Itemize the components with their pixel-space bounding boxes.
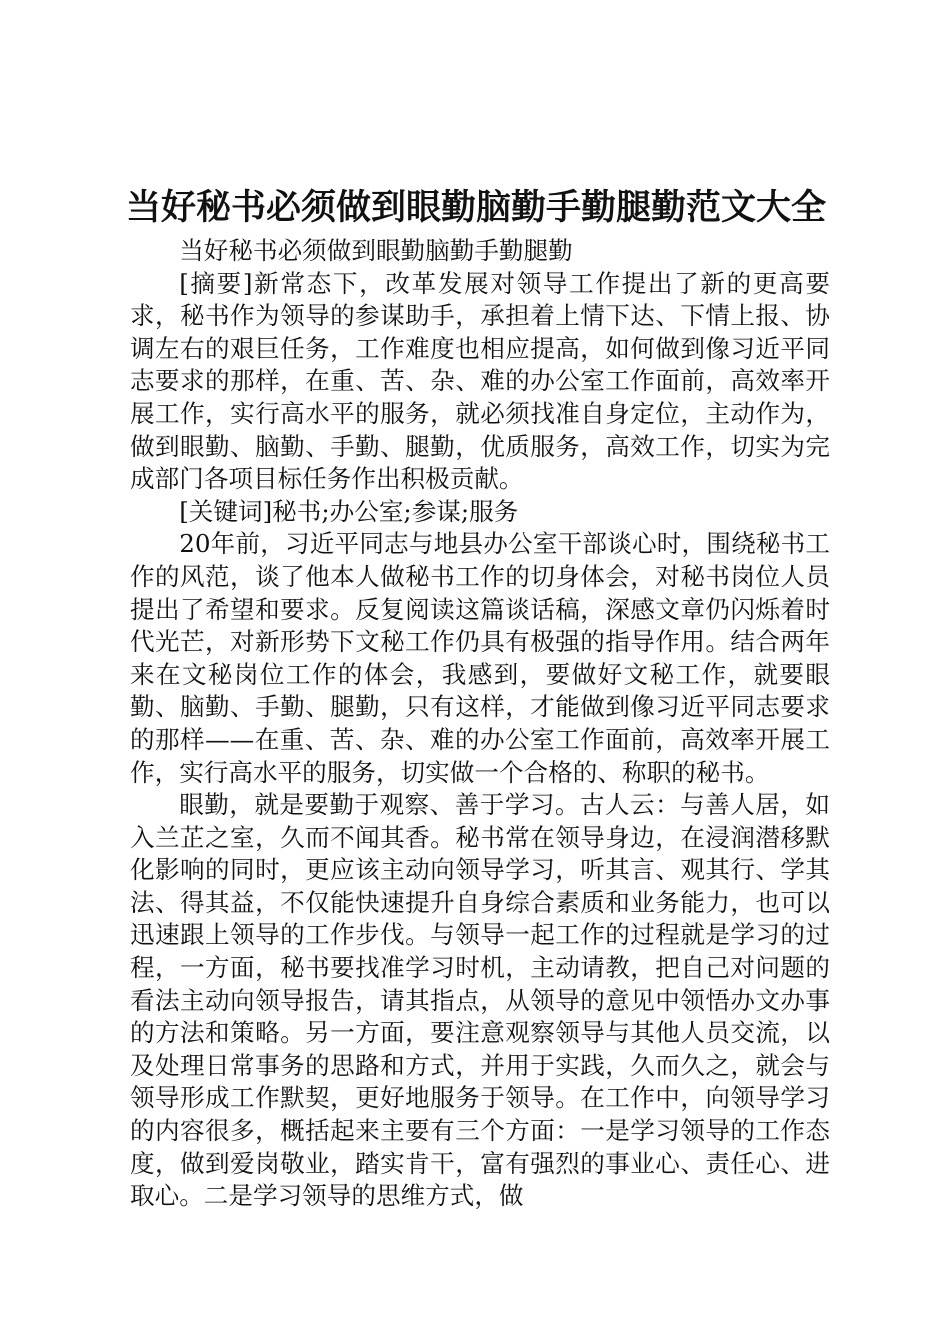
abstract-paragraph: [摘要]新常态下，改革发展对领导工作提出了新的更高要求，秘书作为领导的参谋助手，承担着上情下达、下情上报、协调左右的艰巨任务，工作难度也相应提高，如何做到像习近平同志要求的那样，在重、苦、杂、难的办公室工作面前，高效率开展工作，实行高水平的服务，就必须找准自身定位，主动作为，做到眼勤、脑勤、手勤、腿勤，优质服务，高效工作，切实为完成部门各项目标任务作出积极贡献。 <box>130 268 830 494</box>
body-paragraph: 眼勤，就是要勤于观察、善于学习。古人云：与善人居，如入兰芷之室，久而不闻其香。秘书常在领导身边，在浸润潜移默化影响的同时，更应该主动向领导学习，听其言、观其行、学其法、得其益，不仅能快速提升自身综合素质和业务能力，也可以迅速跟上领导的工作步伐。与领导一起工作的过程就是学习的过程，一方面，秘书要找准学习时机，主动请教，把自己对问题的看法主动向领导报告，请其指点，从领导的意见中领悟办文办事的方法和策略。另一方面，要注意观察领导与其他人员交流，以及处理日常事务的思路和方式，并用于实践，久而久之，就会与领导形成工作默契，更好地服务于领导。在工作中，向领导学习的内容很多，概括起来主要有三个方面：一是学习领导的工作态度，做到爱岗敬业，踏实肯干，富有强烈的事业心、责任心、进取心。二是学习领导的思维方式，做 <box>130 790 830 1211</box>
keywords-paragraph: [关键词]秘书;办公室;参谋;服务 <box>179 496 519 526</box>
body-paragraph: 20年前，习近平同志与地县办公室干部谈心时，围绕秘书工作的风范，谈了他本人做秘书工作的切身体会，对秘书岗位人员提出了希望和要求。反复阅读这篇谈话稿，深感文章仍闪烁着时代光芒，对新形势下文秘工作仍具有极强的指导作用。结合两年来在文秘岗位工作的体会，我感到，要做好文秘工作，就要眼勤、脑勤、手勤、腿勤，只有这样，才能做到像习近平同志要求的那样——在重、苦、杂、难的办公室工作面前，高效率开展工作，实行高水平的服务，切实做一个合格的、称职的秘书。 <box>130 529 830 787</box>
document-page <box>126 183 830 1213</box>
document-subtitle: 当好秘书必须做到眼勤脑勤手勤腿勤 <box>179 236 573 265</box>
document-title: 当好秘书必须做到眼勤脑勤手勤腿勤范文大全 <box>126 188 827 228</box>
